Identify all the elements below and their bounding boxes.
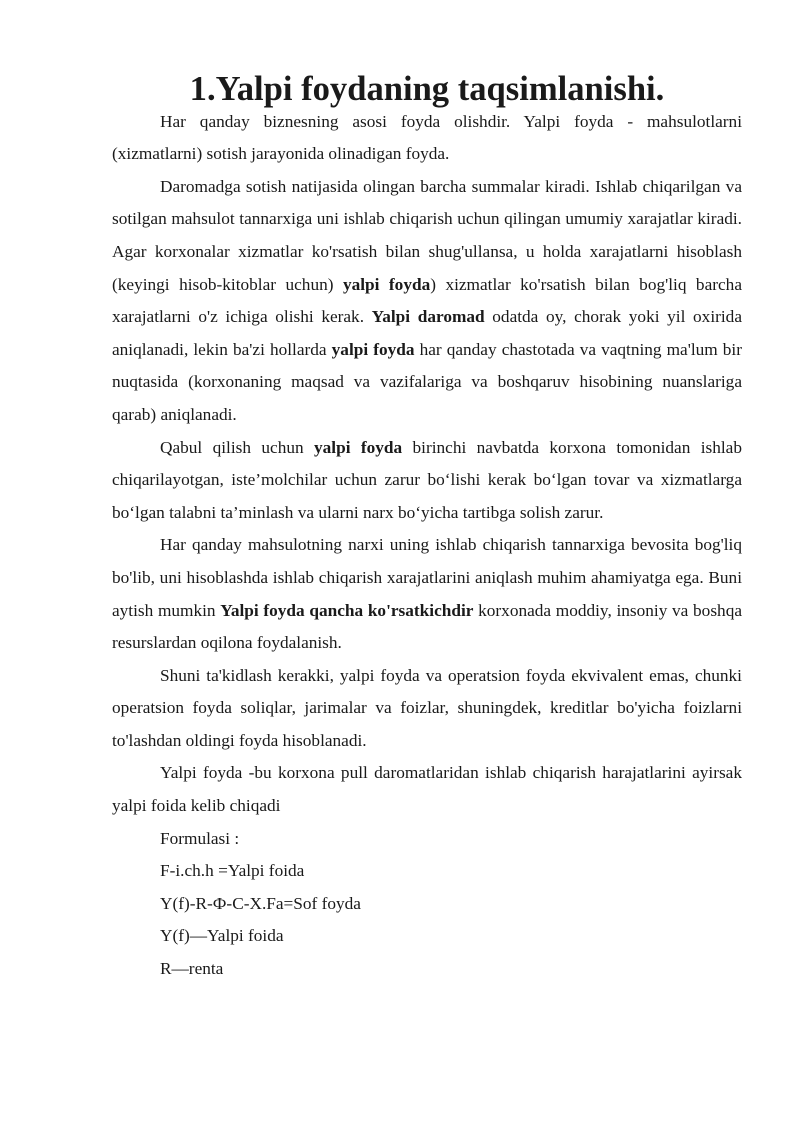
bold-term: Yalpi foyda qancha ko'rsatkichdir (220, 600, 474, 620)
text-run: odatda oy, chorak yoki yil oxirida aniqlanadi, lekin ba'zi hollarda (112, 307, 742, 359)
text-run: Qabul qilish uchun (160, 437, 314, 457)
paragraph-4 (112, 529, 742, 659)
bold-term: yalpi foyda (342, 274, 431, 294)
formula-line: R—renta (160, 959, 224, 979)
bold-term: Yalpi daromad (371, 307, 485, 327)
paragraph-6: Yalpi foyda -bu korxona pull daromatlaridan ishlab chiqarish harajatlarini ayirsak yalpi foida kelib chiqadi (112, 763, 742, 816)
text-run: ) xizmatlar ko'rsatish bilan bog'liq barcha xarajatlarni o'z ichiga olishi kerak. (112, 274, 742, 327)
paragraph-3 (112, 432, 742, 530)
formula-line: F-i.ch.h =Yalpi foida (160, 861, 305, 881)
formula-line: Y(f)—Yalpi foida (160, 926, 284, 946)
paragraph-5: Shuni ta'kidlash kerakki, yalpi foyda va operatsion foyda ekvivalent emas, chunki operatsion foyda soliqlar, jarimalar va foizlar, shuningdek, kreditlar bo'yicha foizlarni to'lashdan oldingi foyda hisoblanadi. (112, 665, 742, 750)
page-title: 1.Yalpi foydaning taqsimlanishi. (189, 70, 665, 108)
text-run: har qanday chastotada va vaqtning ma'lum bir nuqtasida (korxonaning maqsad va vazifalariga va boshqaruv hisobining nuanslariga qarab) aniqlanadi. (112, 339, 742, 424)
bold-term: yalpi foyda (331, 339, 415, 359)
text-run: Daromadga sotish natijasida olingan barcha summalar kiradi. Ishlab chiqarilgan va sotilgan mahsulot tannarxiga uni ishlab chiqarish uchun qilingan umumiy xarajatlar kiradi. Agar korxonalar xizmatlar ko'rsatish bilan shug'ullansa, u holda xarajatlarni hisoblash (keyingi hisob-kitoblar uchun) (112, 176, 742, 294)
formula-heading: Formulasi : (160, 828, 240, 848)
bold-term: yalpi foyda (314, 437, 403, 457)
text-run: birinchi navbatda korxona tomonidan ishlab chiqarilayotgan, iste’molchilar uchun zarur bo‘lishi kerak bo‘lgan tovar va xizmatlarga bo‘lgan talabni ta’minlash va ularni narx bo‘yicha tartibga solish zarur. (112, 437, 742, 522)
text-run: korxonada moddiy, insoniy va boshqa resurslardan oqilona foydalanish. (112, 600, 742, 653)
paragraph-2 (112, 171, 742, 432)
paragraph-1: Har qanday biznesning asosi foyda olishdir. Yalpi foyda - mahsulotlarni (xizmatlarni) sotish jarayonida olinadigan foyda. (112, 111, 742, 164)
formula-line: Y(f)-R-Ф-C-X.Fa=Sof foyda (160, 893, 361, 913)
text-run: Har qanday mahsulotning narxi uning ishlab chiqarish tannarxiga bevosita bog'liq bo'lib, uni hisoblashda ishlab chiqarish xarajatlarini aniqlash muhim ahamiyatga ega. Buni aytish mumkin (112, 535, 742, 620)
